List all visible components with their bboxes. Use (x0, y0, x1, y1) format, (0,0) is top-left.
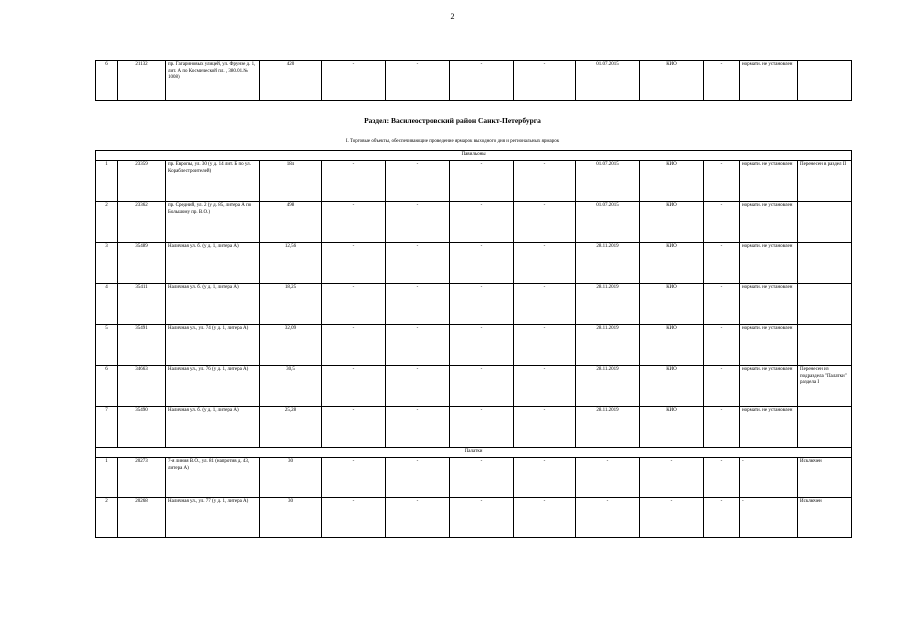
table-cell: - (322, 498, 386, 538)
table-cell: 35411 (118, 284, 166, 325)
table-cell: Перенесен из подраздела "Палатки" раздела I (798, 366, 852, 407)
table-cell: 01.07.2015 (576, 202, 640, 243)
table-row (96, 161, 852, 202)
table-cell: - (514, 407, 576, 448)
table-cell: - (386, 202, 450, 243)
table-cell: 28.11.2019 (576, 325, 640, 366)
table-cell: - (322, 61, 386, 101)
table-cell: - (514, 284, 576, 325)
table-cell: - (640, 498, 704, 538)
table-cell: 2 (96, 498, 118, 538)
table-cell: нормати. не установлен (740, 202, 798, 243)
table-cell: 23359 (118, 161, 166, 202)
table-cell: Исключен (798, 458, 852, 498)
table-cell: - (704, 325, 740, 366)
table-cell: нормати. не установлен (740, 325, 798, 366)
table-cell: нормати. не установлен (740, 407, 798, 448)
group-header-row (96, 151, 852, 161)
table-row (96, 366, 852, 407)
table-cell: - (450, 498, 514, 538)
table-cell: 2 (96, 202, 118, 243)
table-cell: 01.07.2015 (576, 161, 640, 202)
table-cell: Перенесен в раздел II (798, 161, 852, 202)
table-row (96, 284, 852, 325)
table-cell: - (386, 243, 450, 284)
group-label: Палатки (96, 448, 852, 458)
table-cell: 01.07.2015 (576, 61, 640, 101)
table-cell: 4 (96, 284, 118, 325)
table-cell: - (704, 243, 740, 284)
table-cell: 32,09 (260, 325, 322, 366)
table-cell: 23362 (118, 202, 166, 243)
table-cell: - (514, 202, 576, 243)
table-cell: - (386, 366, 450, 407)
table-cell: пр. Европы, ул. 30 (у д. 14 лит. Б по ул. Кораблестроителей) (166, 161, 260, 202)
table-cell: Наличная ул., ул. 77 (у д. 1, литера А) (166, 498, 260, 538)
table-cell: КИО (640, 407, 704, 448)
table-row (96, 243, 852, 284)
main-table (95, 150, 852, 538)
table-cell: - (514, 325, 576, 366)
section-title: Раздел: Василеостровский район Санкт-Петербурга (364, 116, 541, 125)
table-cell (798, 325, 852, 366)
table-cell: 18л (260, 161, 322, 202)
table-cell: КИО (640, 325, 704, 366)
table-cell: 6 (96, 61, 118, 101)
table-cell: 7 (96, 407, 118, 448)
table-cell: - (450, 284, 514, 325)
table-cell: - (740, 458, 798, 498)
table-cell: пр. Средний, ул. 2 (у д. 85, литера А по Большому пр. В.О.) (166, 202, 260, 243)
top-table (95, 60, 852, 101)
table-cell: Наличная ул. б. (у д. 1, литера А) (166, 407, 260, 448)
table-cell: Наличная ул., ул. 76 (у д. 1, литера А) (166, 366, 260, 407)
table-cell: нормати. не установлен (740, 243, 798, 284)
table-cell: КИО (640, 61, 704, 101)
table-cell: Наличная ул. б. (у д. 1, литера А) (166, 284, 260, 325)
table-cell: - (704, 202, 740, 243)
table-cell: - (450, 366, 514, 407)
table-cell: 34663 (118, 366, 166, 407)
table-cell: - (514, 61, 576, 101)
table-cell: - (386, 161, 450, 202)
table-cell: нормати. не установлен (740, 161, 798, 202)
table-cell: 18,25 (260, 284, 322, 325)
table-cell (798, 243, 852, 284)
table-cell: - (704, 366, 740, 407)
table-cell: 7-я линия В.О., ул. 81 (напротив д. 43, литера А) (166, 458, 260, 498)
table-cell: 498 (260, 202, 322, 243)
table-cell: 1 (96, 458, 118, 498)
table-cell: - (514, 161, 576, 202)
table-cell: 6 (96, 366, 118, 407)
table-cell: - (514, 243, 576, 284)
table-cell: - (450, 161, 514, 202)
table-cell: КИО (640, 366, 704, 407)
table-cell (798, 284, 852, 325)
table-row (96, 325, 852, 366)
table-cell: - (322, 407, 386, 448)
table-cell: 3 (96, 243, 118, 284)
table-cell: Наличная ул., ул. 74 (у д. 1, литера А) (166, 325, 260, 366)
table-cell: - (322, 325, 386, 366)
table-cell: 28.11.2019 (576, 407, 640, 448)
table-cell: - (450, 325, 514, 366)
table-cell: КИО (640, 161, 704, 202)
table-cell: нормати. не установлен (740, 366, 798, 407)
table-cell: 21132 (118, 61, 166, 101)
table-cell: нормати. не установлен (740, 284, 798, 325)
table-cell: - (450, 61, 514, 101)
table-cell: нормати. не установлен (740, 61, 798, 101)
table-cell: - (322, 366, 386, 407)
table-row (96, 61, 852, 101)
table-cell: - (704, 407, 740, 448)
table-cell: 28.11.2019 (576, 366, 640, 407)
table-cell: - (322, 284, 386, 325)
table-cell: 30 (260, 498, 322, 538)
table-cell: 5 (96, 325, 118, 366)
table-cell: - (386, 407, 450, 448)
table-cell: 30 (260, 458, 322, 498)
table-cell: 1 (96, 161, 118, 202)
table-cell: - (704, 458, 740, 498)
table-cell: - (514, 498, 576, 538)
table-cell: - (704, 284, 740, 325)
table-cell: - (386, 498, 450, 538)
table-cell: Наличная ул. б. (у д. 1, литера А) (166, 243, 260, 284)
table-cell: 28.11.2019 (576, 284, 640, 325)
table-cell: 35491 (118, 325, 166, 366)
table-cell: - (704, 161, 740, 202)
table-cell: - (450, 202, 514, 243)
table-cell: - (514, 458, 576, 498)
group-header-row (96, 448, 852, 458)
table-cell (798, 202, 852, 243)
table-cell: - (322, 243, 386, 284)
table-cell: - (322, 458, 386, 498)
section-subtitle: I. Торговые объекты, обеспечивающие проведение ярмарок выходного дня и региональных ярмарок (345, 139, 560, 144)
table-cell: 30,5 (260, 366, 322, 407)
table-cell: - (386, 325, 450, 366)
table-cell: 420 (260, 61, 322, 101)
table-cell: - (576, 458, 640, 498)
table-cell: - (386, 284, 450, 325)
table-row (96, 407, 852, 448)
table-row (96, 498, 852, 538)
table-cell (798, 61, 852, 101)
table-cell: КИО (640, 202, 704, 243)
table-cell: - (576, 498, 640, 538)
table-cell: - (322, 161, 386, 202)
table-cell: - (514, 366, 576, 407)
table-cell: - (386, 458, 450, 498)
table-cell: - (450, 407, 514, 448)
group-label: Павильоны (96, 151, 852, 161)
table-cell: - (450, 458, 514, 498)
table-cell: 35490 (118, 407, 166, 448)
table-cell: 20273 (118, 458, 166, 498)
table-cell: 35489 (118, 243, 166, 284)
table-row (96, 458, 852, 498)
table-cell: - (704, 61, 740, 101)
table-cell: - (386, 61, 450, 101)
table-cell: КИО (640, 284, 704, 325)
table-cell (798, 407, 852, 448)
table-cell: КИО (640, 243, 704, 284)
table-cell: 12,56 (260, 243, 322, 284)
table-cell: 20268 (118, 498, 166, 538)
table-cell: - (450, 243, 514, 284)
table-cell: Исключен (798, 498, 852, 538)
table-cell: - (704, 498, 740, 538)
table-cell: - (640, 458, 704, 498)
table-cell: пр. Гагариновых улицей, ул. Фрунзе д. 1, лит. А по Космической пл. , 380.01.№ 1008) (166, 61, 260, 101)
table-cell: - (322, 202, 386, 243)
table-cell: 25,28 (260, 407, 322, 448)
table-cell: - (740, 498, 798, 538)
page-number: 2 (450, 12, 455, 21)
table-cell: 28.11.2019 (576, 243, 640, 284)
table-row (96, 202, 852, 243)
